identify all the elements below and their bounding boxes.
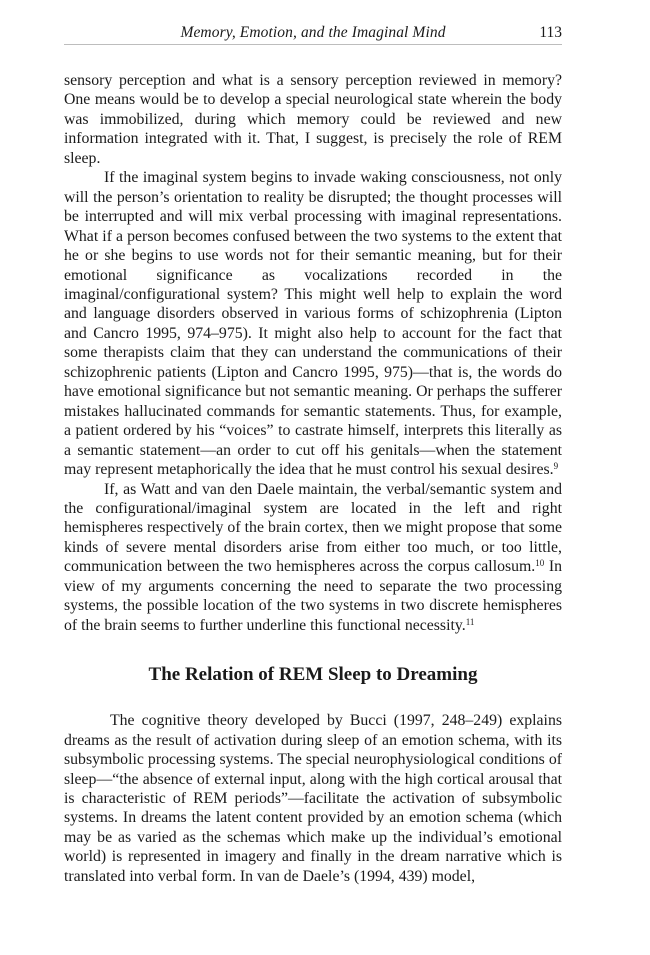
body-text bbox=[64, 71, 562, 886]
paragraph-2 bbox=[64, 168, 562, 479]
paragraph-3 bbox=[64, 480, 562, 636]
running-head bbox=[64, 22, 562, 45]
paragraph-1 bbox=[64, 71, 562, 168]
paragraph-text: sensory perception and what is a sensory perception reviewed in memory? One means would be to develop a special neurological state wherein the body was immobilized, during which memory could be reviewed and new information integrated with it. That, I suggest, is precisely the role of REM sleep. bbox=[64, 72, 562, 167]
paragraph-text: If the imaginal system begins to invade waking consciousness, not only will the person’s orientation to reality be disrupted; the thought processes will be interrupted and will mix verbal processing with imaginal representations. What if a person becomes confused between the two systems to the extent that he or she begins to use words not for their semantic meaning, but for their emotional significance as vocalizations recorded in the imaginal/configurational system? This might well help to explain the word and language disorders observed in various forms of schizophrenia (Lipton and Cancro 1995, 974–975). It might also help to account for the fact that some therapists claim that they can understand the communications of their schizophrenic patients (Lipton and Cancro 1995, 975)—that is, the words do have emotional significance but not semantic meaning. Or perhaps the sufferer mistakes hallucinated commands for semantic statements. Thus, for example, a patient ordered by his “voices” to castrate himself, interprets this literally as a semantic statement—an order to cut off his genitals—when the statement may represent metaphorically the idea that he must control his sexual desires. bbox=[64, 169, 562, 479]
section-paragraph-1 bbox=[64, 711, 562, 886]
footnote-ref-10[interactable]: 10 bbox=[535, 558, 545, 569]
section-heading: The Relation of REM Sleep to Dreaming bbox=[148, 664, 478, 686]
paragraph-text: The cognitive theory developed by Bucci (1997, 248–249) explains dreams as the result of activation during sleep of an emotion schema, with its subsymbolic processing systems. The special neurophysiological conditions of sleep—“the absence of external input, along with the high cortical arousal that is characteristic of REM periods”—facilitate the activation of subsymbolic systems. In dreams the latent content provided by an emotion schema (which may be as varied as the schemas which make up the individual’s emotional world) is represented in imagery and finally in the dream narrative which is translated into verbal form. In van de Daele’s (1994, 439) model, bbox=[64, 712, 562, 885]
page-number: 113 bbox=[539, 24, 562, 41]
paragraph-text: If, as Watt and van den Daele maintain, the verbal/semantic system and the configurational/imaginal system are located in the left and right hemispheres respectively of the brain cortex, then we might propose that some kinds of severe mental disorders arise from either too much, or too little, communication between the two hemispheres across the corpus callosum. bbox=[64, 480, 562, 576]
paragraph-text: In view of my arguments concerning the need to separate the two processing systems, the possible location of the two systems in two discrete hemispheres of the brain seems to further underline this functional necessity. bbox=[64, 558, 562, 634]
footnote-ref-11[interactable]: 11 bbox=[465, 616, 475, 627]
footnote-ref-9[interactable]: 9 bbox=[553, 461, 559, 472]
running-title: Memory, Emotion, and the Imaginal Mind bbox=[180, 24, 446, 41]
book-page bbox=[64, 0, 562, 955]
